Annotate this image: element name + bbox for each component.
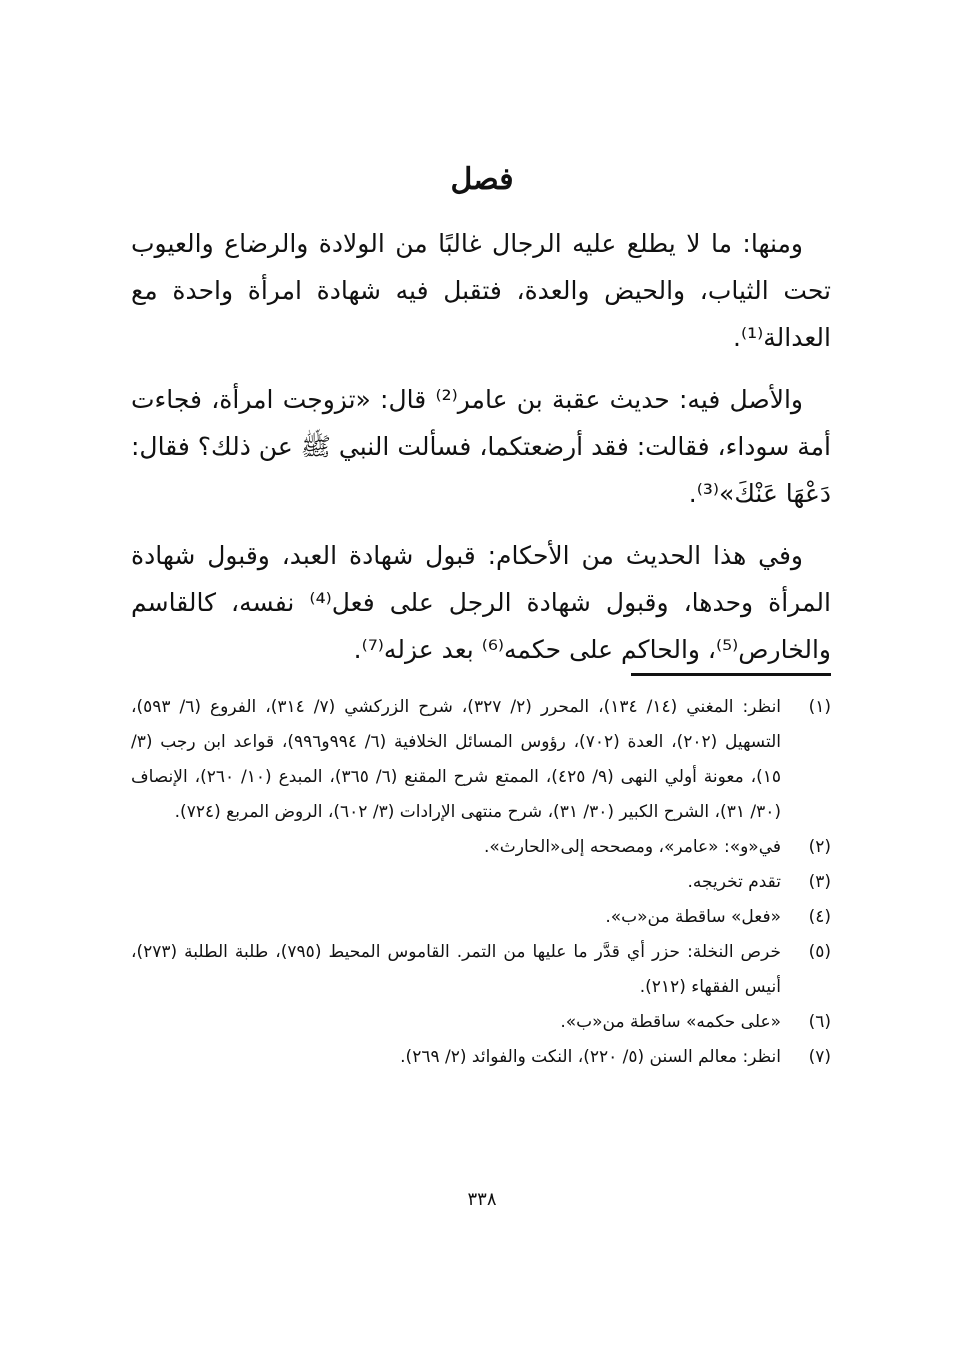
- footnote-text: في«و»: «عامر»، ومصححه إلى«الحارث».: [483, 837, 781, 857]
- footnote-number: (٦): [808, 1012, 831, 1032]
- footnote-item: [131, 900, 831, 935]
- page-number: ٣٣٨: [467, 1189, 497, 1210]
- section-heading: فصل: [450, 162, 514, 197]
- footnote-item: [131, 690, 831, 830]
- footnote-item: [131, 865, 831, 900]
- footnote-number: (٤): [808, 907, 831, 927]
- footnote-number: (٥): [808, 942, 831, 962]
- footnote-item: [131, 1005, 831, 1040]
- paragraph: وفي هذا الحديث من الأحكام: قبول شهادة العبد، وقبول شهادة المرأة وحدها، وقبول شهادة الرجل على فعل⁽⁴⁾ نفسه، كالقاسم والخارص⁽⁵⁾، والحاكم على حكمه⁽⁶⁾ بعد عزله⁽⁷⁾.: [131, 541, 831, 664]
- footnotes: [131, 690, 831, 1075]
- footnote-text: تقدم تخريجه.: [687, 872, 781, 892]
- paragraph: ومنها: ما لا يطلع عليه الرجال غالبًا من الولادة والرضاع والعيوب تحت الثياب، والحيض والعدة، فتقبل فيه شهادة امرأة واحدة مع العدالة⁽¹⁾.: [131, 229, 831, 352]
- footnote-number: (٢): [808, 837, 831, 857]
- footnote-text: انظر: معالم السنن (٥/ ٢٢٠)، النكت والفوائد (٢/ ٢٦٩).: [400, 1047, 781, 1067]
- paragraph: والأصل فيه: حديث عقبة بن عامر⁽²⁾ قال: «تزوجت امرأة، فجاءت أمة سوداء، فقالت: فقد أرضعتكما، فسألت النبي ﷺ عن ذلك؟ فقال: دَعْهَا عَنْكَ»⁽³⁾.: [131, 385, 831, 508]
- footnote-number: (٧): [808, 1047, 831, 1067]
- footnote-text: انظر: المغني (١٤/ ١٣٤)، المحرر (٢/ ٣٢٧)، شرح الزركشي (٧/ ٣١٤)، الفروع (٦/ ٥٩٣)، التسهيل (٢٠٢)، العدة (٧٠٢)، رؤوس المسائل الخلافية (٦/ ٩٩٤و٩٩٦)، قواعد ابن رجب (٣/ ١٥)، معونة أولي النهى (٩/ ٤٢٥)، الممتع شرح المقنع (٦/ ٣٦٥)، المبدع (١٠/ ٢٦٠)، الإنصاف (٣٠/ ٣١)، الشرح الكبير (٣٠/ ٣١)، شرح منتهى الإرادات (٣/ ٦٠٢)، الروض المربع (٧٢٤).: [131, 697, 782, 822]
- main-text: [131, 220, 831, 688]
- footnote-number: (١): [808, 697, 831, 717]
- footnote-item: [131, 935, 831, 1005]
- footnote-item: [131, 830, 831, 865]
- footnote-number: (٣): [808, 872, 831, 892]
- footnote-divider: [631, 673, 831, 676]
- footnote-item: [131, 1040, 831, 1075]
- footnote-text: «على حكمه» ساقطة من«ب».: [560, 1012, 781, 1032]
- footnote-text: خرص النخلة: حزر أي قدَّر ما عليها من التمر. القاموس المحيط (٧٩٥)، طلبة الطلبة (٢٧٣)، أنيس الفقهاء (٢١٢).: [131, 942, 781, 997]
- footnote-text: «فعل» ساقطة من«ب».: [605, 907, 781, 927]
